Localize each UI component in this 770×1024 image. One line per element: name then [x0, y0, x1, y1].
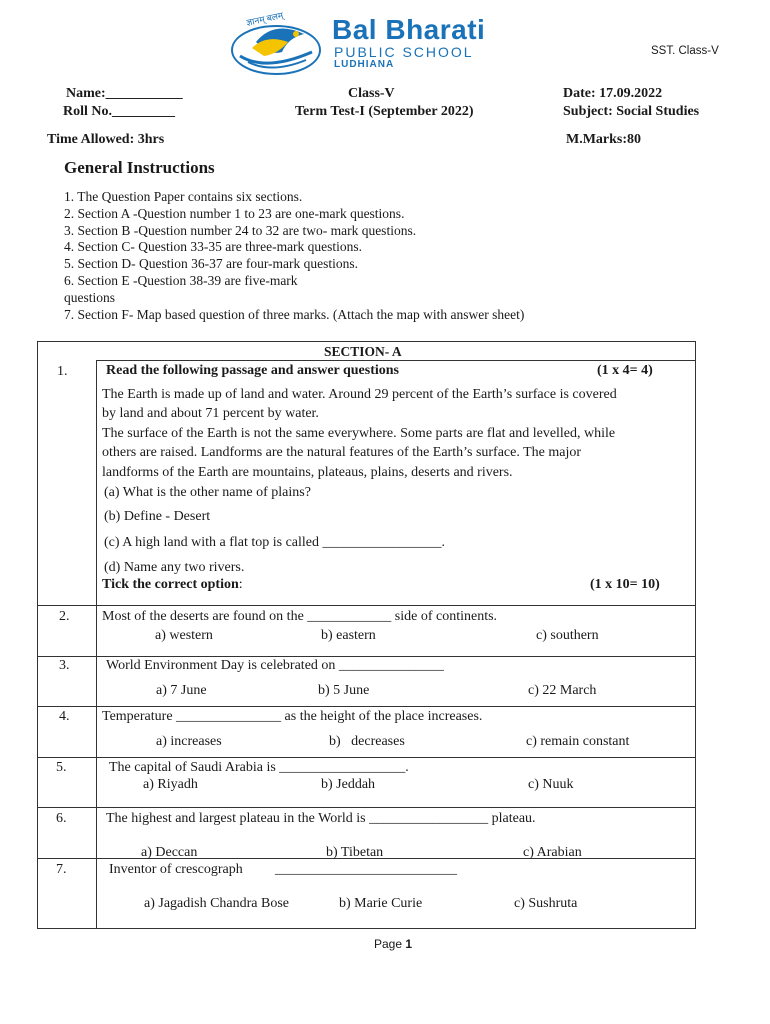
option-c: c) remain constant — [526, 734, 630, 749]
subject-label: Subject: Social Studies — [563, 104, 700, 119]
marks-label: M.Marks:80 — [566, 132, 642, 147]
option-a: a) increases — [156, 734, 222, 749]
option-b: b) Tibetan — [326, 845, 384, 860]
section-title: SECTION- A — [324, 344, 402, 359]
instructions-title: General Instructions — [64, 158, 215, 177]
passage-line: The surface of the Earth is not the same everywhere. Some parts are flat and levelled, while — [102, 426, 616, 441]
instruction-item: questions — [64, 290, 116, 305]
school-subtitle: PUBLIC SCHOOL — [334, 44, 474, 60]
passage-line: others are raised. Landforms are the natural features of the Earth’s surface. The major — [102, 445, 582, 460]
question-heading: Read the following passage and answer questions — [106, 363, 400, 378]
school-city: LUDHIANA — [334, 59, 395, 70]
option-c: c) southern — [536, 628, 599, 643]
option-b: b) Jeddah — [321, 777, 376, 792]
question-number: 1. — [57, 364, 68, 379]
option-a: a) Jagadish Chandra Bose — [144, 896, 290, 911]
option-b: b) eastern — [321, 628, 376, 643]
option-a: a) western — [155, 628, 213, 643]
instruction-item: 3. Section B -Question number 24 to 32 are two- mark questions. — [64, 223, 417, 238]
time-label: Time Allowed: 3hrs — [47, 132, 165, 147]
option-b: b) decreases — [329, 734, 405, 749]
date-label: Date: 17.09.2022 — [563, 86, 663, 101]
page-number: Page 1 — [374, 937, 413, 951]
roll-field: Roll No._________ — [63, 104, 175, 119]
instruction-item: 6. Section E -Question 38-39 are five-mark — [64, 273, 298, 288]
question-number: 2. — [59, 609, 70, 624]
passage-line: The Earth is made up of land and water. Around 29 percent of the Earth’s surface is covered — [102, 387, 617, 402]
option-a: a) Riyadh — [143, 777, 198, 792]
question-text: Inventor of crescograph — [109, 862, 243, 877]
tick-marks: (1 x 10= 10) — [590, 577, 660, 592]
question-text: Temperature _______________ as the height of the place increases. — [102, 709, 483, 724]
school-name: Bal Bharati — [332, 14, 486, 45]
option-b: b) 5 June — [318, 683, 370, 698]
question-number: 6. — [56, 811, 67, 826]
passage-line: by land and about 71 percent by water. — [102, 406, 319, 421]
name-field: Name:___________ — [66, 86, 183, 101]
option-c: c) Nuuk — [528, 777, 574, 792]
option-a: a) 7 June — [156, 683, 207, 698]
question-number: 3. — [59, 658, 70, 673]
option-c: c) Sushruta — [514, 896, 578, 911]
instruction-item: 7. Section F- Map based question of three marks. (Attach the map with answer sheet) — [64, 307, 525, 322]
answer-blank: __________________________ — [275, 862, 457, 877]
instruction-item: 5. Section D- Question 36-37 are four-mark questions. — [64, 256, 359, 271]
passage-line: landforms of the Earth are mountains, plateaus, plains, deserts and rivers. — [102, 465, 513, 480]
subject-class-tag: SST. Class-V — [651, 45, 719, 57]
instruction-item: 2. Section A -Question number 1 to 23 are one-mark questions. — [64, 206, 405, 221]
sub-question: (a) What is the other name of plains? — [104, 485, 311, 500]
question-marks: (1 x 4= 4) — [597, 363, 653, 378]
class-label: Class-V — [348, 86, 395, 101]
sub-question: (b) Define - Desert — [104, 509, 211, 524]
option-b: b) Marie Curie — [339, 896, 423, 911]
sub-question: (d) Name any two rivers. — [104, 560, 245, 575]
question-text: The capital of Saudi Arabia is __________________. — [109, 760, 409, 775]
option-a: a) Deccan — [141, 845, 198, 860]
term-label: Term Test-I (September 2022) — [295, 104, 474, 119]
question-text: Most of the deserts are found on the ____________ side of continents. — [102, 609, 498, 624]
question-text: World Environment Day is celebrated on _______________ — [106, 658, 444, 673]
question-text: The highest and largest plateau in the World is _________________ plateau. — [106, 811, 536, 826]
question-number: 7. — [56, 862, 67, 877]
instruction-item: 1. The Question Paper contains six sections. — [64, 189, 303, 204]
question-number: 5. — [56, 760, 67, 775]
option-c: c) 22 March — [528, 683, 597, 698]
logo-motto: ज्ञानम् बलम् — [245, 10, 285, 28]
option-c: c) Arabian — [523, 845, 582, 860]
question-number: 4. — [59, 709, 70, 724]
tick-heading: Tick the correct option: — [102, 577, 243, 592]
instruction-item: 4. Section C- Question 33-35 are three-mark questions. — [64, 239, 363, 254]
sub-question: (c) A high land with a flat top is called _________________. — [104, 535, 446, 550]
